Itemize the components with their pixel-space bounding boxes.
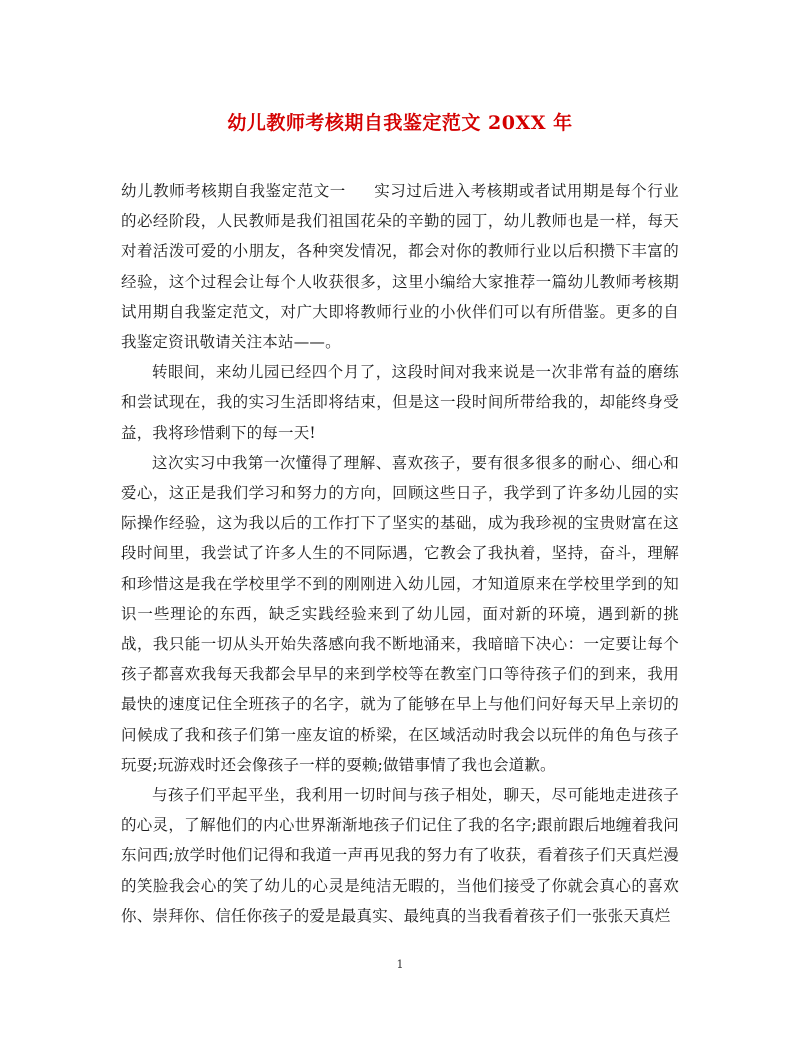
intro-paragraph: [121, 176, 679, 357]
body-paragraph: 与孩子们平起平坐，我利用一切时间与孩子相处，聊天，尽可能地走进孩子的心灵，了解他们的内心世界渐渐地孩子们记住了我的名字;跟前跟后地缠着我问东问西;放学时他们记得和我道一声再见我的努力有了收获，看着孩子们天真烂漫的笑脸我会心的笑了幼儿的心灵是纯洁无暇的，当他们接受了你就会真心的喜欢你、崇拜你、信任你孩子的爱是最真实、最纯真的当我看着孩子们一张张天真烂: [121, 786, 679, 925]
page-number: 1: [396, 958, 404, 971]
intro-label: 幼儿教师考核期自我鉴定范文一: [121, 182, 346, 200]
intro-text: 实习过后进入考核期或者试用期是每个行业的必经阶段，人民教师是我们祖国花朵的辛勤的园丁，幼儿教师也是一样，每天对着活泼可爱的小朋友，各种突发情况，都会对你的教师行业以后积攒下丰富的经验，这个过程会让每个人收获很多，这里小编给大家推荐一篇幼儿教师考核期试用期自我鉴定范文，对广大即将教师行业的小伙伴们可以有所借鉴。更多的自我鉴定资讯敬请关注本站——。: [121, 182, 679, 352]
document-body: [121, 176, 679, 931]
document-title: 幼儿教师考核期自我鉴定范文 20XX 年: [227, 112, 573, 134]
body-paragraph: 这次实习中我第一次懂得了理解、喜欢孩子，要有很多很多的耐心、细心和爱心，这正是我们学习和努力的方向，回顾这些日子，我学到了许多幼儿园的实际操作经验，这为我以后的工作打下了坚实的基础，成为我珍视的宝贵财富在这段时间里，我尝试了许多人生的不同际遇，它教会了我执着，坚持，奋斗，理解和珍惜这是我在学校里学不到的刚刚进入幼儿园，才知道原来在学校里学到的知识一些理论的东西，缺乏实践经验来到了幼儿园，面对新的环境，遇到新的挑战，我只能一切从头开始失落感向我不断地涌来，我暗暗下决心：一定要让每个孩子都喜欢我每天我都会早早的来到学校等在教室门口等待孩子们的到来，我用最快的速度记住全班孩子的名字，就为了能够在早上与他们问好每天早上亲切的问候成了我和孩子们第一座友谊的桥梁，在区域活动时我会以玩伴的角色与孩子玩耍;玩游戏时还会像孩子一样的耍赖;做错事情了我也会道歉。: [121, 453, 679, 774]
body-paragraph: 转眼间，来幼儿园已经四个月了，这段时间对我来说是一次非常有益的磨练和尝试现在，我的实习生活即将结束，但是这一段时间所带给我的，却能终身受益，我将珍惜剩下的每一天!: [121, 363, 679, 442]
